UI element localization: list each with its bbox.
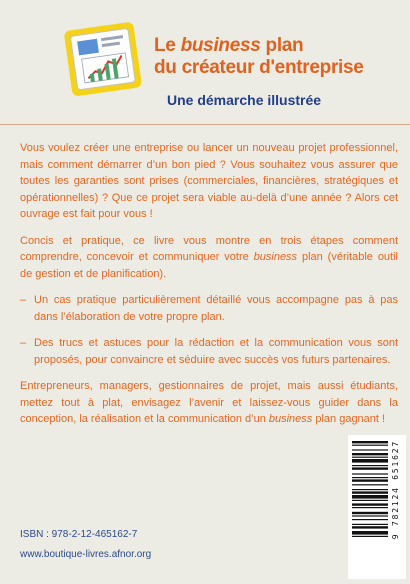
book-title (154, 35, 404, 79)
book-subtitle: Une démarche illustrée (167, 92, 322, 108)
barcode-bar (352, 489, 388, 490)
barcode-bar (352, 495, 388, 499)
blurb-paragraph-3: Entrepreneurs, managers, gestionnaires de projet, mais aussi étudiants, mettez tout à plat, envisagez l’avenir et laissez-vous guider dans la conception, la réalisation et la communication d’un business plan gagnant ! (20, 380, 398, 425)
book-title-line1: Le business plan (154, 35, 304, 56)
bullet-dash: – (20, 294, 27, 306)
barcode-bar (352, 507, 388, 508)
barcode-bar (352, 484, 388, 485)
isbn-label: ISBN : 978-2-12-465162-7 (20, 529, 138, 540)
bullet-dash: – (20, 337, 27, 349)
blurb-bullets (20, 292, 398, 368)
barcode-bar (352, 467, 388, 469)
business-plan-chart-icon (60, 20, 148, 100)
barcode-bar (352, 465, 388, 466)
book-title-italic: business (180, 35, 261, 56)
barcode-bar (352, 536, 388, 537)
barcode-bar (352, 500, 388, 501)
barcode-bar (352, 449, 388, 450)
barcode-bar (352, 515, 388, 516)
barcode-bar (352, 473, 388, 474)
blurb (20, 140, 398, 438)
barcode-bar (352, 491, 388, 493)
barcode-bar (352, 445, 388, 446)
barcode-digits: 9 782124 651627 (391, 440, 400, 540)
barcode-bar (352, 531, 388, 535)
barcode-bar (352, 457, 388, 458)
barcode-bar (352, 477, 388, 478)
barcode-bar (352, 503, 388, 505)
barcode-bar (352, 526, 388, 528)
list-item: – Un cas pratique particulièrement détaillé vous accompagne pas à pas dans l’élaboration de votre propre plan. (20, 294, 398, 323)
website-link[interactable]: www.boutique-livres.afnor.org (20, 549, 152, 560)
blurb-paragraph-2: Concis et pratique, ce livre vous montre en trois étapes comment comprendre, concevoir et communiquer votre business plan (véritable outil de gestion et de planification). (20, 234, 398, 280)
barcode-bar (352, 441, 388, 443)
barcode-bar (352, 512, 388, 514)
barcode-bar (352, 453, 388, 455)
barcode-bar (352, 479, 388, 481)
barcode-bar (352, 524, 388, 525)
divider-line (0, 124, 410, 125)
book-title-line2: du créateur d'entreprise (154, 57, 364, 78)
barcode-bar (352, 519, 388, 520)
barcode-bar (352, 459, 388, 463)
blurb-paragraph-1: Vous voulez créer une entreprise ou lancer un nouveau projet professionnel, mais comment démarrer d’un bon pied ? Vous souhaitez vous assurer que toutes les garanties sont prises (commerciales, financières, stratégiques et opérationnelles) ? Que ce projet sera viable au-delà d’une année ? Alors cet ouvrage est fait pour vous ! (20, 142, 398, 220)
list-item: – Des trucs et astuces pour la rédaction et la communication vous sont proposés, pour convaincre et séduire avec succès vos futurs partenaires. (20, 337, 398, 366)
